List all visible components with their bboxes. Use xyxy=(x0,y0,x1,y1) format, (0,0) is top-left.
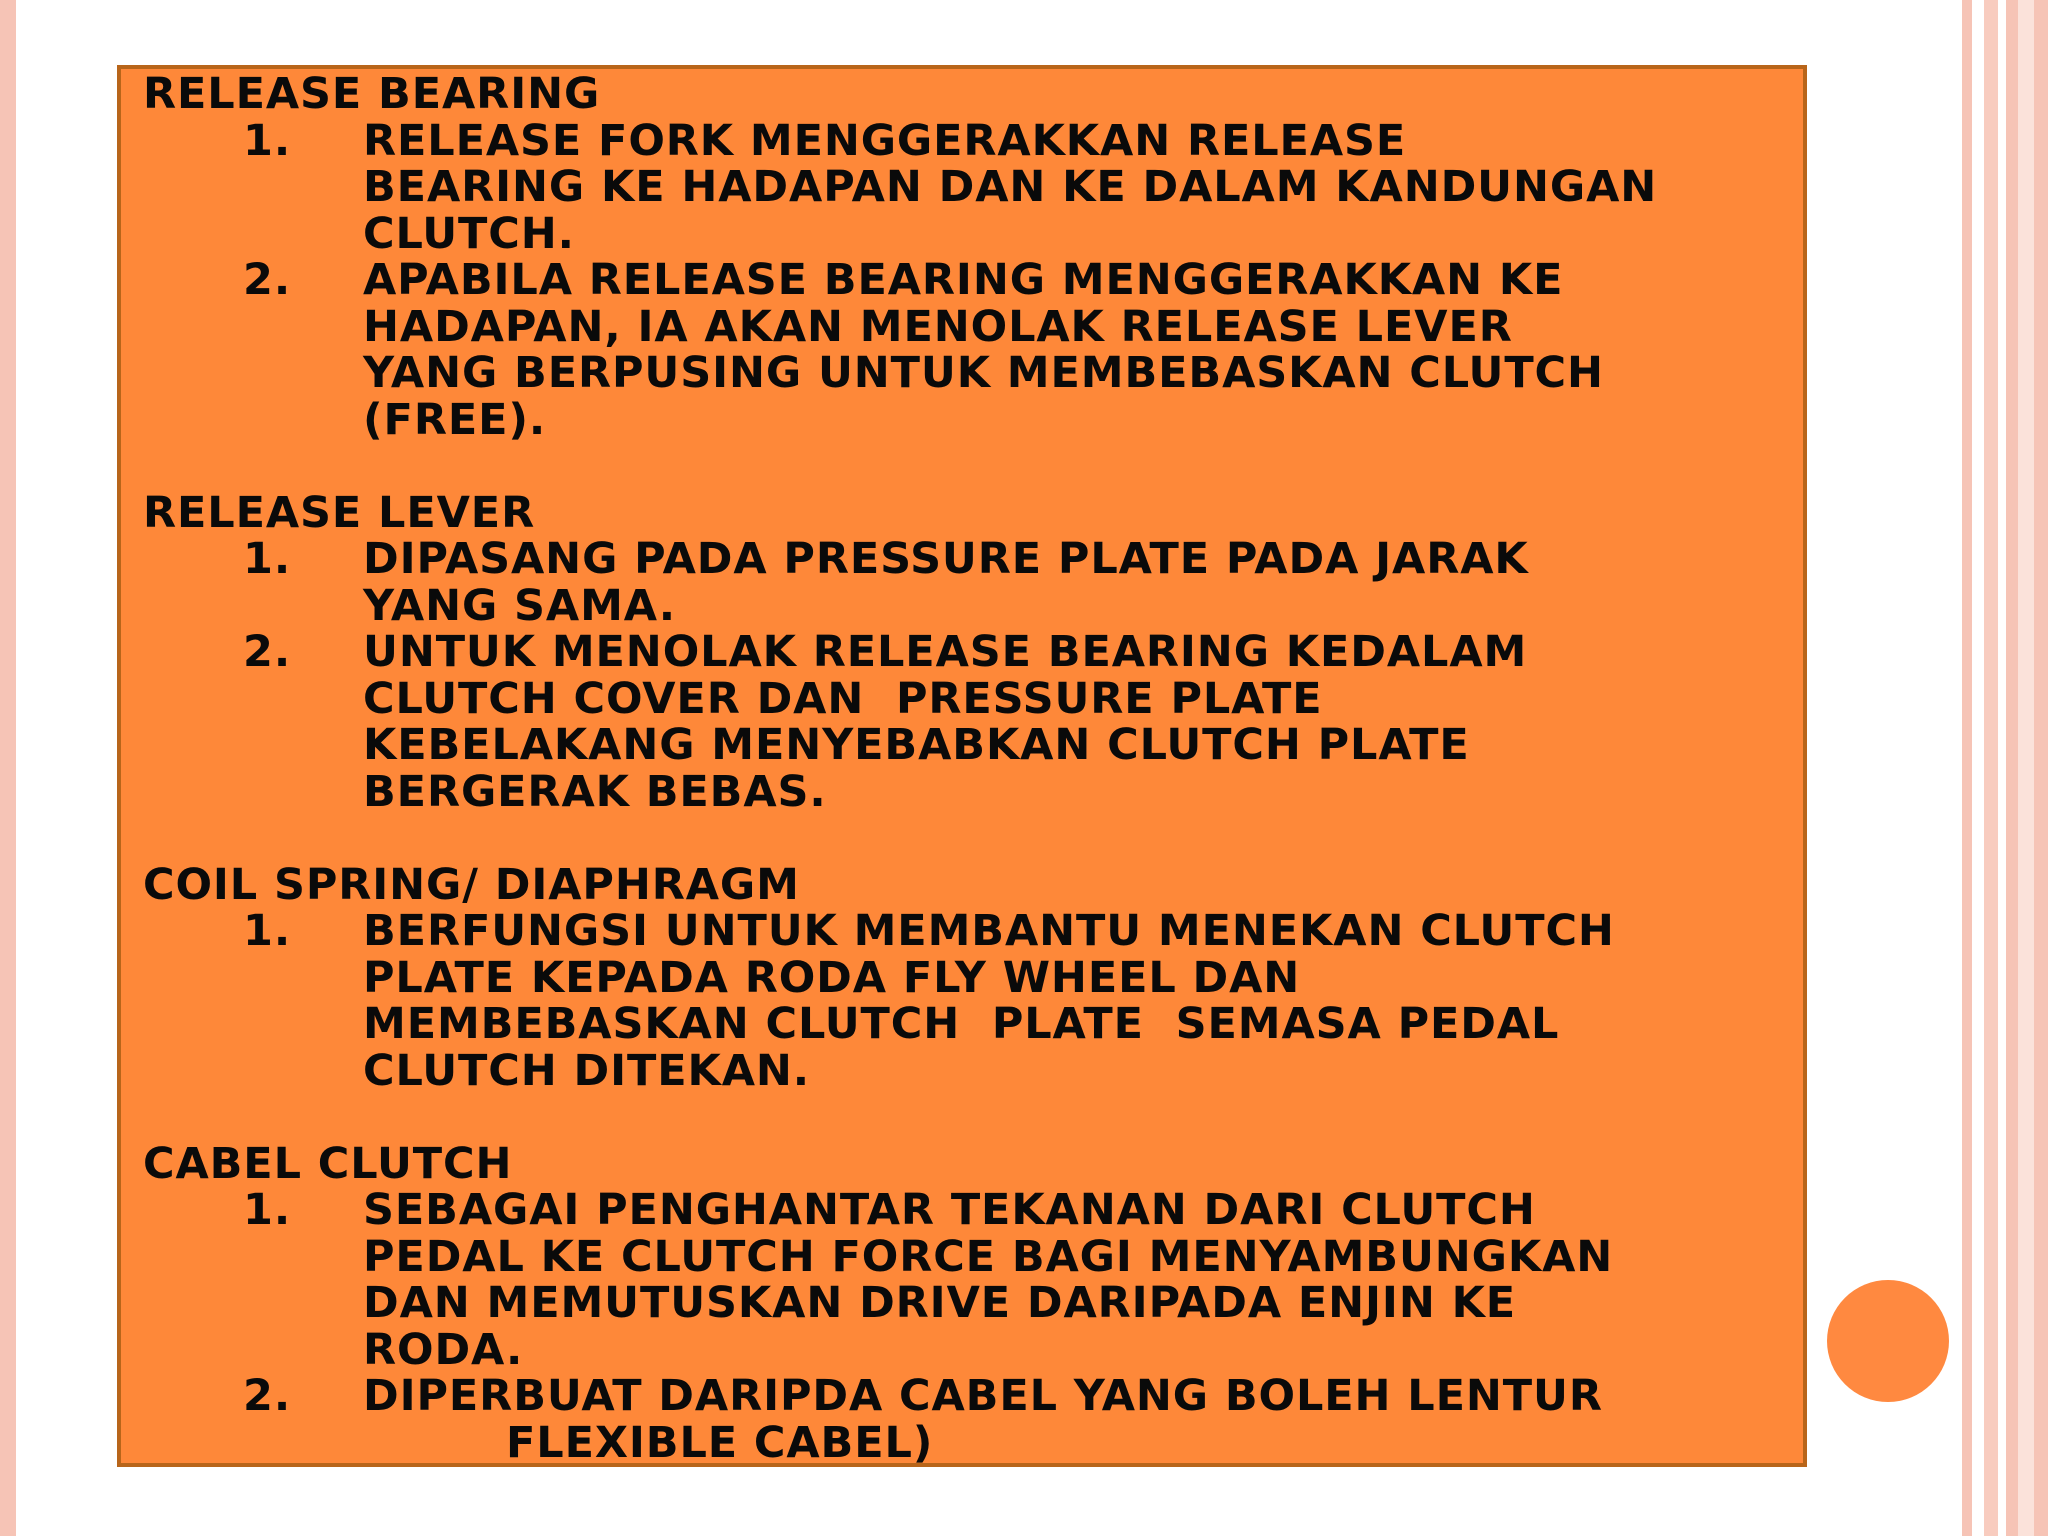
section xyxy=(143,1138,1803,1468)
list-item-text-line: CLUTCH DITEKAN. xyxy=(363,1045,811,1096)
section xyxy=(143,487,1803,817)
left-decor-stripe xyxy=(0,0,16,1536)
list-item-text-line: SEBAGAI PENGHANTAR TEKANAN DARI CLUTCH xyxy=(363,1185,1536,1235)
list-item-number: 2. xyxy=(243,255,292,305)
list-item-number: 1. xyxy=(243,1185,292,1235)
list-item xyxy=(143,536,1803,629)
section-spacer xyxy=(143,1094,1803,1141)
list-item-text-line: RELEASE FORK MENGGERAKKAN RELEASE xyxy=(363,115,1407,166)
section-heading: COIL SPRING/ DIAPHRAGM xyxy=(143,859,800,910)
section xyxy=(143,859,1803,1096)
list-item-text-line: YANG SAMA. xyxy=(363,580,677,631)
section xyxy=(143,71,1803,443)
right-decor-stripe xyxy=(1962,0,1972,1536)
list-item-text-line: CLUTCH COVER DAN PRESSURE PLATE xyxy=(363,673,1323,724)
list-item-text-line: KEBELAKANG MENYEBABKAN CLUTCH PLATE xyxy=(363,720,1470,770)
list-item-text-line: DIPERBUAT DARIPDA CABEL YANG BOLEH LENTUR xyxy=(363,1371,1603,1421)
list-item-text-line: (FREE). xyxy=(363,394,547,445)
section-spacer xyxy=(143,815,1803,862)
list-item-text-line: APABILA RELEASE BEARING MENGGERAKKAN KE xyxy=(363,255,1564,305)
right-decor-stripe xyxy=(1984,0,1998,1536)
section-heading: RELEASE LEVER xyxy=(143,487,536,538)
list-item-text-line: CLUTCH. xyxy=(363,208,575,259)
list-item-number: 2. xyxy=(243,1371,292,1421)
section-heading: RELEASE BEARING xyxy=(143,69,601,119)
list-item-text-line: PEDAL KE CLUTCH FORCE BAGI MENYAMBUNGKAN xyxy=(363,1231,1614,1282)
list-item xyxy=(143,1373,1803,1466)
section-spacer xyxy=(143,443,1803,490)
list-item-number: 1. xyxy=(243,534,292,584)
decorative-circle xyxy=(1827,1280,1949,1402)
list-item-text-line: BERGERAK BEBAS. xyxy=(363,766,827,817)
list-item-number: 2. xyxy=(243,627,292,677)
list-item xyxy=(143,629,1803,815)
list-item xyxy=(143,908,1803,1094)
list-item-text-line: HADAPAN, IA AKAN MENOLAK RELEASE LEVER xyxy=(363,301,1513,352)
list-item-text-line: UNTUK MENOLAK RELEASE BEARING KEDALAM xyxy=(363,627,1528,677)
list-item-text-line: FLEXIBLE CABEL) xyxy=(506,1417,934,1468)
list-item-text-line: DAN MEMUTUSKAN DRIVE DARIPADA ENJIN KE xyxy=(363,1278,1517,1328)
list-item-text-line: PLATE KEPADA RODA FLY WHEEL DAN xyxy=(363,952,1301,1003)
section-heading: CABEL CLUTCH xyxy=(143,1138,513,1189)
content-panel xyxy=(117,65,1807,1467)
list-item xyxy=(143,1187,1803,1373)
list-item-number: 1. xyxy=(243,115,292,166)
list-item-text-line: BEARING KE HADAPAN DAN KE DALAM KANDUNGAN xyxy=(363,162,1658,212)
right-decor-stripe-inner xyxy=(2018,0,2034,1536)
list-item-text-line: DIPASANG PADA PRESSURE PLATE PADA JARAK xyxy=(363,534,1529,584)
list-item xyxy=(143,115,1803,259)
list-item xyxy=(143,257,1803,443)
list-item-text-line: BERFUNGSI UNTUK MEMBANTU MENEKAN CLUTCH xyxy=(363,906,1615,956)
list-item-text-line: RODA. xyxy=(363,1324,524,1375)
list-item-text-line: MEMBEBASKAN CLUTCH PLATE SEMASA PEDAL xyxy=(363,999,1560,1049)
list-item-text-line: YANG BERPUSING UNTUK MEMBEBASKAN CLUTCH xyxy=(363,348,1604,398)
list-item-number: 1. xyxy=(243,906,292,956)
